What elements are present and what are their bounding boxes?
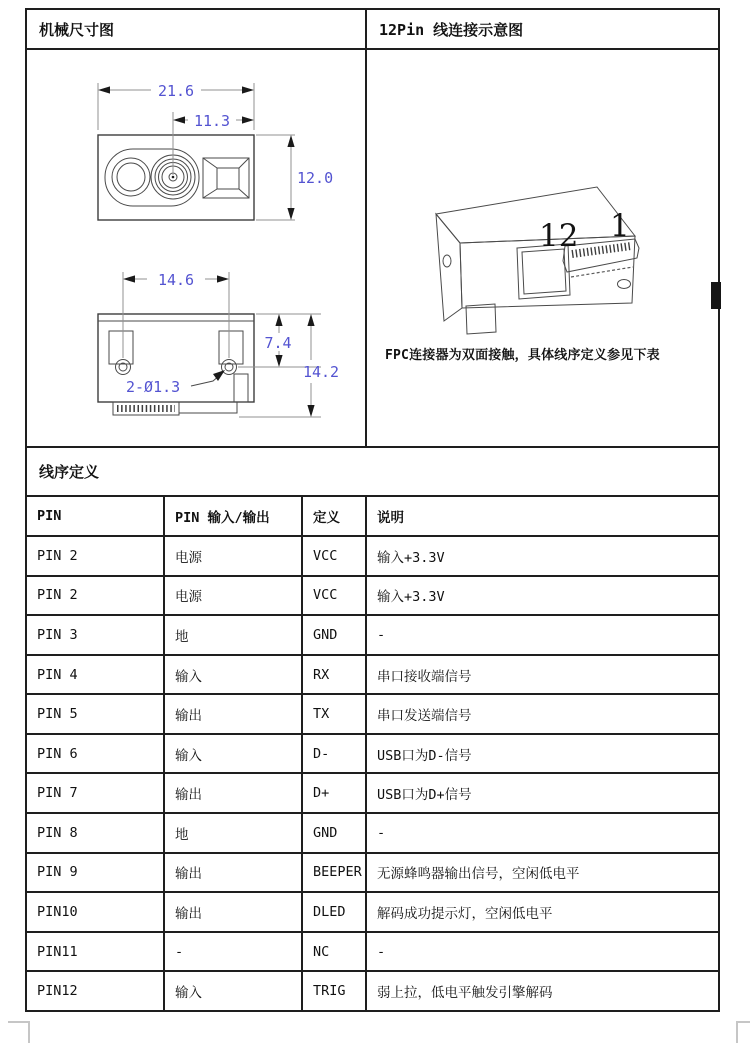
table-cell: 串口发送端信号	[377, 708, 472, 725]
table-cell: PIN 8	[27, 814, 165, 852]
table-cell: 地	[165, 814, 303, 852]
table-cell: PIN12	[27, 972, 165, 1010]
left-mount-hole	[116, 360, 131, 375]
table-row	[27, 735, 718, 775]
connector-drawing-cell	[367, 50, 718, 446]
lens-stadium	[105, 149, 199, 206]
bottom-left-block	[466, 304, 496, 334]
right-tab	[618, 280, 631, 289]
left-tab	[443, 255, 451, 267]
table-cell: 弱上拉，低电平触发引擎解码	[377, 985, 553, 1002]
box-top-face	[436, 187, 635, 243]
table-cell: 解码成功提示灯，空闲低电平	[377, 905, 553, 922]
table-cell: GND	[303, 814, 367, 852]
col-header-io: PIN 输入/输出	[165, 497, 303, 535]
table-row	[27, 972, 718, 1010]
table-cell: PIN 4	[27, 656, 165, 694]
hole-diameter-label: 2-Ø1.3	[126, 378, 181, 396]
table-cell: USB口为D-信号	[377, 747, 472, 764]
table-row	[27, 814, 718, 854]
table-row	[27, 695, 718, 735]
connector-isometric-drawing	[367, 50, 718, 446]
table-cell: -	[165, 933, 303, 971]
table-cell: -	[377, 943, 386, 960]
table-cell: 输出	[165, 854, 303, 892]
table-cell: TRIG	[303, 972, 367, 1010]
dim-hole-span-14-6: 14.6	[157, 271, 195, 289]
table-cell: 地	[165, 616, 303, 654]
window-inner	[217, 168, 239, 189]
table-cell: NC	[303, 933, 367, 971]
dim-height-12-0: 12.0	[297, 169, 334, 187]
dim-offset-11-3: 11.3	[193, 112, 231, 130]
right-mount-slot	[219, 331, 243, 364]
table-cell: 输入+3.3V	[377, 549, 445, 566]
12pin-connection-header: 12Pin 线连接示意图	[379, 20, 524, 39]
table-row	[27, 854, 718, 894]
table-cell: 输入	[165, 735, 303, 773]
table-cell: PIN 3	[27, 616, 165, 654]
table-cell: -	[377, 626, 386, 643]
wire-definition-section-title: 线序定义	[27, 448, 718, 497]
table-cell: TX	[303, 695, 367, 733]
table-row	[27, 577, 718, 617]
dim-hole-offset-7-4: 7.4	[264, 334, 292, 352]
pin-definition-table	[27, 497, 718, 1010]
table-cell: BEEPER	[303, 854, 367, 892]
table-cell: 无源蜂鸣器输出信号，空闲低电平	[377, 866, 580, 883]
left-lens-circle	[112, 158, 150, 196]
table-row	[27, 537, 718, 577]
table-row	[27, 616, 718, 656]
datasheet-page	[25, 8, 720, 1012]
page-margin-mark-left	[8, 1021, 30, 1043]
table-cell: VCC	[303, 537, 367, 575]
table-cell: 输入+3.3V	[377, 589, 445, 606]
table-cell: PIN 2	[27, 537, 165, 575]
table-row	[27, 774, 718, 814]
table-cell: PIN11	[27, 933, 165, 971]
dim-width-21-6: 21.6	[157, 82, 195, 100]
pin1-number-label: 1	[610, 208, 630, 244]
front-view-outline	[98, 135, 254, 220]
col-header-pin: PIN	[27, 497, 165, 535]
pin-table-body	[27, 537, 718, 1010]
table-cell: -	[377, 824, 386, 841]
table-cell: D+	[303, 774, 367, 812]
pin-table-header-row	[27, 497, 718, 537]
fpc-note-text: FPC连接器为双面接触，具体线序定义参见下表	[385, 348, 660, 363]
dim-total-14-2: 14.2	[302, 363, 340, 381]
table-row	[27, 656, 718, 696]
col-header-definition: 定义	[303, 497, 367, 535]
mechanical-dimension-drawing	[27, 50, 365, 446]
table-cell: D-	[303, 735, 367, 773]
table-cell: 输出	[165, 695, 303, 733]
table-cell: 输入	[165, 656, 303, 694]
top-header-row	[27, 10, 718, 50]
table-row	[27, 933, 718, 973]
table-cell: VCC	[303, 577, 367, 615]
col-header-description: 说明	[377, 510, 404, 526]
table-cell: 电源	[165, 577, 303, 615]
table-cell: PIN 2	[27, 577, 165, 615]
table-cell: 输入	[165, 972, 303, 1010]
mechanical-dimensions-header: 机械尺寸图	[27, 10, 367, 48]
table-row	[27, 893, 718, 933]
table-cell: PIN 5	[27, 695, 165, 733]
left-mount-slot	[109, 331, 133, 364]
table-cell: PIN 9	[27, 854, 165, 892]
mechanical-drawing-cell	[27, 50, 367, 446]
table-cell: PIN10	[27, 893, 165, 931]
table-cell: 电源	[165, 537, 303, 575]
table-cell: USB口为D+信号	[377, 787, 472, 804]
right-mount-hole	[222, 360, 237, 375]
pin12-number-label: 12	[539, 218, 579, 254]
table-cell: PIN 6	[27, 735, 165, 773]
table-cell: DLED	[303, 893, 367, 931]
table-cell: PIN 7	[27, 774, 165, 812]
page-margin-mark-right	[736, 1021, 750, 1043]
table-cell: GND	[303, 616, 367, 654]
edge-black-mark	[711, 282, 721, 309]
drawings-row	[27, 50, 718, 448]
box-left-face	[436, 214, 462, 321]
table-cell: RX	[303, 656, 367, 694]
table-cell: 输出	[165, 774, 303, 812]
table-cell: 输出	[165, 893, 303, 931]
table-cell: 串口接收端信号	[377, 668, 472, 685]
